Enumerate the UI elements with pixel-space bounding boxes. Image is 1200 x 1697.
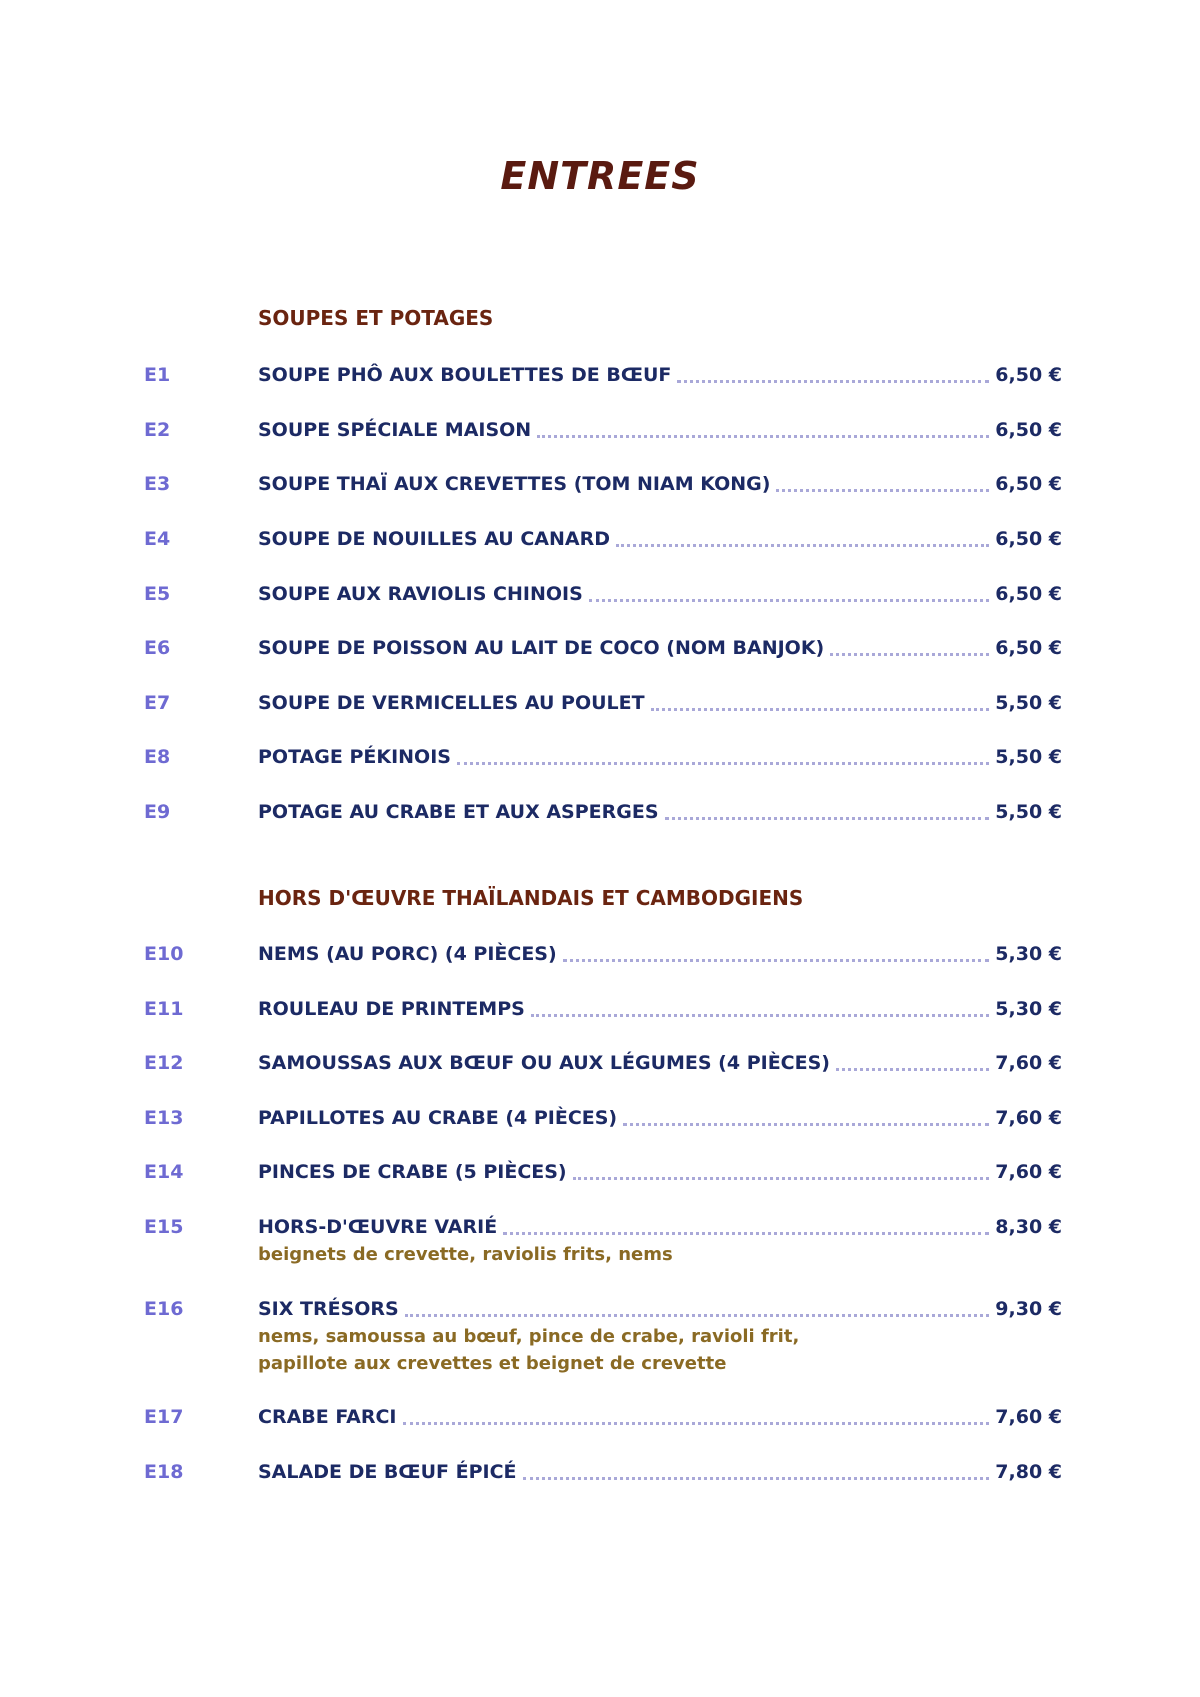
item-name: SALADE DE BŒUF ÉPICÉ — [258, 1461, 517, 1483]
item-code: E17 — [144, 1406, 184, 1428]
item-line — [258, 939, 1062, 969]
item-name: SOUPE DE POISSON AU LAIT DE COCO (NOM BANJOK) — [258, 637, 825, 659]
item-code: E14 — [144, 1161, 184, 1183]
item-line — [258, 579, 1062, 609]
item-code: E11 — [144, 998, 184, 1020]
menu-item — [0, 633, 1200, 663]
item-code: E10 — [144, 943, 184, 965]
menu-item — [0, 1103, 1200, 1133]
item-price: 5,50 € — [995, 692, 1062, 714]
item-line — [258, 742, 1062, 772]
item-description: papillote aux crevettes et beignet de crevette — [258, 1353, 727, 1374]
item-name: PAPILLOTES AU CRABE (4 PIÈCES) — [258, 1107, 618, 1129]
dot-leader — [589, 599, 990, 602]
item-price: 6,50 € — [995, 473, 1062, 495]
item-code: E5 — [144, 583, 171, 605]
page-title: ENTREES — [500, 154, 700, 198]
menu-item — [0, 688, 1200, 718]
dot-leader — [531, 1014, 989, 1017]
item-line — [258, 1103, 1062, 1133]
item-price: 7,60 € — [995, 1052, 1062, 1074]
dot-leader — [836, 1068, 989, 1071]
item-name: HORS-D'ŒUVRE VARIÉ — [258, 1216, 498, 1238]
dot-leader — [665, 817, 990, 820]
item-line — [258, 469, 1062, 499]
menu-item — [0, 1048, 1200, 1078]
menu-item — [0, 1212, 1200, 1242]
item-line — [258, 688, 1062, 718]
item-code: E12 — [144, 1052, 184, 1074]
menu-item — [0, 360, 1200, 390]
item-name: SIX TRÉSORS — [258, 1298, 399, 1320]
item-line — [258, 1212, 1062, 1242]
item-name: POTAGE PÉKINOIS — [258, 746, 451, 768]
item-name: CRABE FARCI — [258, 1406, 397, 1428]
dot-leader — [405, 1314, 990, 1317]
item-price: 6,50 € — [995, 528, 1062, 550]
item-code: E4 — [144, 528, 171, 550]
menu-item — [0, 524, 1200, 554]
dot-leader — [523, 1477, 990, 1480]
item-line — [258, 360, 1062, 390]
menu-item — [0, 797, 1200, 827]
item-code: E16 — [144, 1298, 184, 1320]
item-name: SAMOUSSAS AUX BŒUF OU AUX LÉGUMES (4 PIÈCES) — [258, 1052, 830, 1074]
item-line — [258, 994, 1062, 1024]
menu-item — [0, 1294, 1200, 1324]
menu-item — [0, 1157, 1200, 1187]
menu-item — [0, 939, 1200, 969]
item-price: 7,80 € — [995, 1461, 1062, 1483]
dot-leader — [503, 1232, 989, 1235]
item-price: 7,60 € — [995, 1406, 1062, 1428]
dot-leader — [563, 959, 990, 962]
dot-leader — [616, 544, 989, 547]
item-line — [258, 1294, 1062, 1324]
dot-leader — [677, 380, 989, 383]
item-price: 6,50 € — [995, 364, 1062, 386]
item-name: SOUPE SPÉCIALE MAISON — [258, 419, 532, 441]
item-code: E15 — [144, 1216, 184, 1238]
menu-item — [0, 579, 1200, 609]
menu-item — [0, 1402, 1200, 1432]
item-code: E6 — [144, 637, 171, 659]
item-price: 5,30 € — [995, 943, 1062, 965]
item-code: E2 — [144, 419, 171, 441]
item-line — [258, 1157, 1062, 1187]
item-code: E9 — [144, 801, 171, 823]
dot-leader — [623, 1123, 989, 1126]
item-code: E13 — [144, 1107, 184, 1129]
menu-item — [0, 742, 1200, 772]
item-name: SOUPE AUX RAVIOLIS CHINOIS — [258, 583, 583, 605]
item-code: E1 — [144, 364, 171, 386]
item-name: SOUPE DE VERMICELLES AU POULET — [258, 692, 645, 714]
item-price: 5,30 € — [995, 998, 1062, 1020]
menu-item — [0, 415, 1200, 445]
item-line — [258, 1048, 1062, 1078]
item-price: 6,50 € — [995, 419, 1062, 441]
item-name: PINCES DE CRABE (5 PIÈCES) — [258, 1161, 567, 1183]
item-price: 7,60 € — [995, 1161, 1062, 1183]
dot-leader — [651, 708, 990, 711]
item-code: E3 — [144, 473, 171, 495]
section-heading-soupes: SOUPES ET POTAGES — [258, 306, 494, 330]
dot-leader — [537, 435, 989, 438]
item-name: SOUPE DE NOUILLES AU CANARD — [258, 528, 611, 550]
item-name: NEMS (AU PORC) (4 PIÈCES) — [258, 943, 557, 965]
item-line — [258, 797, 1062, 827]
item-line — [258, 1402, 1062, 1432]
item-line — [258, 1457, 1062, 1487]
item-price: 7,60 € — [995, 1107, 1062, 1129]
dot-leader — [403, 1422, 990, 1425]
item-code: E8 — [144, 746, 171, 768]
item-code: E7 — [144, 692, 171, 714]
item-name: POTAGE AU CRABE ET AUX ASPERGES — [258, 801, 659, 823]
item-price: 6,50 € — [995, 583, 1062, 605]
item-line — [258, 415, 1062, 445]
item-name: SOUPE PHÔ AUX BOULETTES DE BŒUF — [258, 364, 672, 386]
dot-leader — [457, 762, 989, 765]
item-price: 6,50 € — [995, 637, 1062, 659]
menu-item — [0, 469, 1200, 499]
item-price: 5,50 € — [995, 801, 1062, 823]
item-code: E18 — [144, 1461, 184, 1483]
item-name: SOUPE THAÏ AUX CREVETTES (TOM NIAM KONG) — [258, 473, 771, 495]
item-line — [258, 524, 1062, 554]
menu-item — [0, 1457, 1200, 1487]
item-price: 8,30 € — [995, 1216, 1062, 1238]
item-name: ROULEAU DE PRINTEMPS — [258, 998, 525, 1020]
item-price: 9,30 € — [995, 1298, 1062, 1320]
item-description: beignets de crevette, raviolis frits, nems — [258, 1244, 673, 1265]
item-price: 5,50 € — [995, 746, 1062, 768]
section-heading-hors-doeuvre: HORS D'ŒUVRE THAÏLANDAIS ET CAMBODGIENS — [258, 886, 804, 910]
menu-item — [0, 994, 1200, 1024]
item-description: nems, samoussa au bœuf, pince de crabe, ravioli frit, — [258, 1326, 800, 1347]
item-line — [258, 633, 1062, 663]
dot-leader — [573, 1177, 990, 1180]
dot-leader — [830, 653, 989, 656]
dot-leader — [776, 489, 989, 492]
